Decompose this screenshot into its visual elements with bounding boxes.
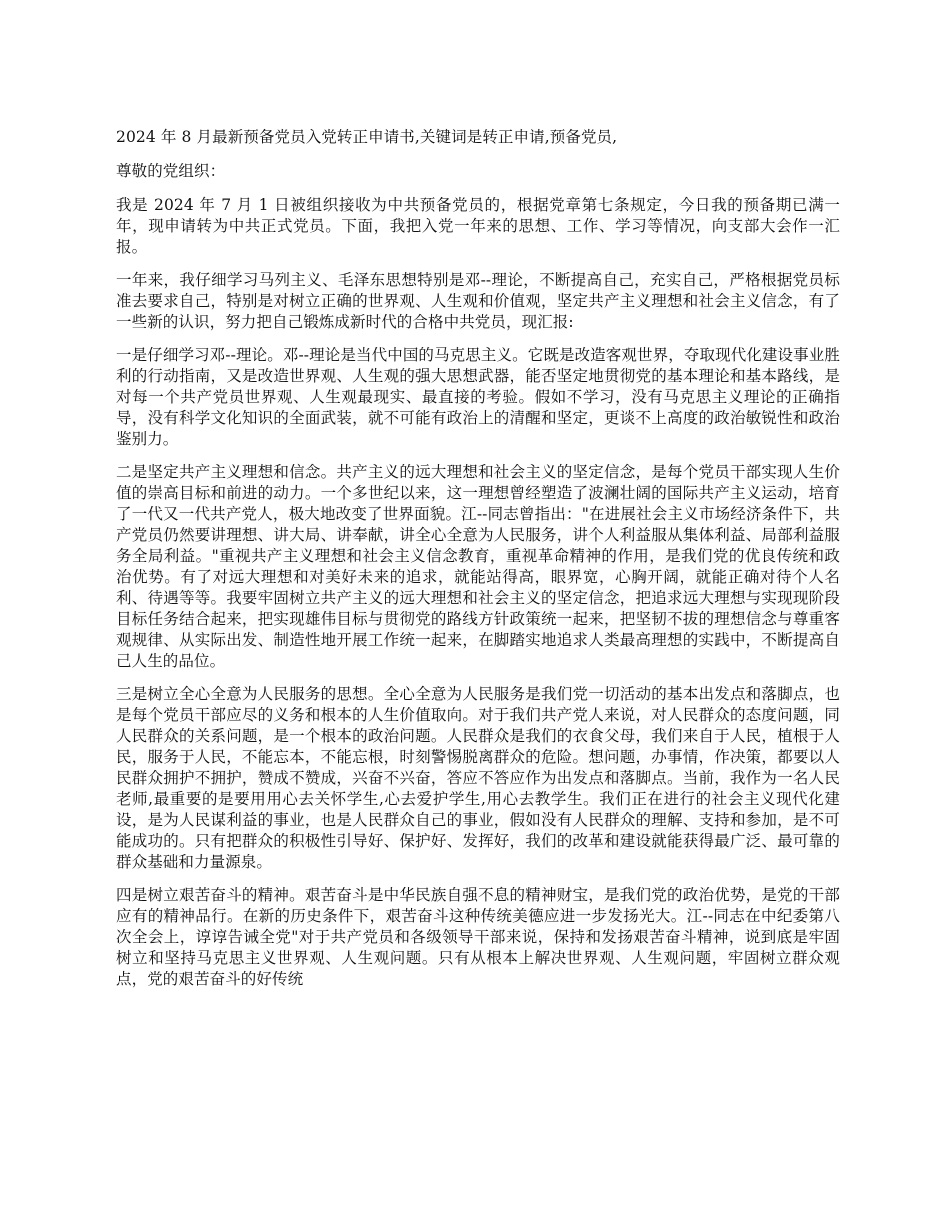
- document-body: [116, 127, 840, 1002]
- paragraph-point-4: 四是树立艰苦奋斗的精神。艰苦奋斗是中华民族自强不息的精神财宝，是我们党的政治优势，是党的干部应有的精神品行。在新的历史条件下，艰苦奋斗这种传统美德应进一步发扬光大。江--同志在中纪委第八次全会上，谆谆告诫全党"对于共产党员和各级领导干部来说，保持和发扬艰苦奋斗精神，说到底是牢固树立和坚持马克思主义世界观、人生观问题。只有从根本上解决世界观、人生观问题，牢固树立群众观点，党的艰苦奋斗的好传统: [116, 886, 840, 988]
- document-title-line: 2024 年 8 月最新预备党员入党转正申请书,关键词是转正申请,预备党员,: [116, 128, 618, 146]
- paragraph-overview: 一年来，我仔细学习马列主义、毛泽东思想特别是邓--理论，不断提高自己，充实自己，严格根据党员标准去要求自己，特别是对树立正确的世界观、人生观和价值观，坚定共产主义理想和社会主义信念，有了一些新的认识，努力把自己锻炼成新时代的合格中共党员，现汇报:: [116, 271, 840, 331]
- salutation: 尊敬的党组织：: [116, 162, 226, 180]
- paragraph-point-3: 三是树立全心全意为人民服务的思想。全心全意为人民服务是我们党一切活动的基本出发点和落脚点，也是每个党员干部应尽的义务和根本的人生价值取向。对于我们共产党人来说，对人民群众的态度问题，同人民群众的关系问题，是一个根本的政治问题。人民群众是我们的衣食父母，我们来自于人民，植根于人民，服务于人民，不能忘本，不能忘根，时刻警惕脱离群众的危险。想问题，办事情，作决策，都要以人民群众拥护不拥护，赞成不赞成，兴奋不兴奋，答应不答应作为出发点和落脚点。当前，我作为一名人民老师,最重要的是要用用心去关怀学生,心去爱护学生,用心去教学生。我们正在进行的社会主义现代化建设，是为人民谋利益的事业，也是人民群众自己的事业，假如没有人民群众的理解、支持和参加，是不可能成功的。只有把群众的积极性引导好、保护好、发挥好，我们的改革和建设就能获得最广泛、最可靠的群众基础和力量源泉。: [116, 685, 840, 871]
- paragraph-point-2: 二是坚定共产主义理想和信念。共产主义的远大理想和社会主义的坚定信念，是每个党员干部实现人生价值的崇高目标和前进的动力。一个多世纪以来，这一理想曾经塑造了波澜壮阔的国际共产主义运动，培育了一代又一代共产党人，极大地改变了世界面貌。江--同志曾指出："在进展社会主义市场经济条件下，共产党员仍然要讲理想、讲大局、讲奉献，讲全心全意为人民服务，讲个人利益服从集体利益、局部利益服务全局利益。"重视共产主义理想和社会主义信念教育，重视革命精神的作用，是我们党的优良传统和政治优势。有了对远大理想和对美好未来的追求，就能站得高，眼界宽，心胸开阔，就能正确对待个人名利、待遇等等。我要牢固树立共产主义的远大理想和社会主义的坚定信念，把追求远大理想与实现现阶段目标任务结合起来，把实现雄伟目标与贯彻党的路线方针政策统一起来，把坚韧不拔的理想信念与尊重客观规律、从实际出发、制造性地开展工作统一起来，在脚踏实地追求人类最高理想的实践中，不断提高自己人生的品位。: [116, 463, 840, 670]
- paragraph-intro: 我是 2024 年 7 月 1 日被组织接收为中共预备党员的，根据党章第七条规定，今日我的预备期已满一年，现申请转为中共正式党员。下面，我把入党一年来的思想、工作、学习等情况，向支部大会作一汇报。: [116, 196, 840, 256]
- paragraph-point-1: 一是仔细学习邓--理论。邓--理论是当代中国的马克思主义。它既是改造客观世界，夺取现代化建设事业胜利的行动指南，又是改造世界观、人生观的强大思想武器，能否坚定地贯彻党的基本理论和基本路线，是对每一个共产党员世界观、人生观最现实、最直接的考验。假如不学习，没有马克思主义理论的正确指导，没有科学文化知识的全面武装，就不可能有政治上的清醒和坚定，更谈不上高度的政治敏锐性和政治鉴别力。: [116, 346, 840, 448]
